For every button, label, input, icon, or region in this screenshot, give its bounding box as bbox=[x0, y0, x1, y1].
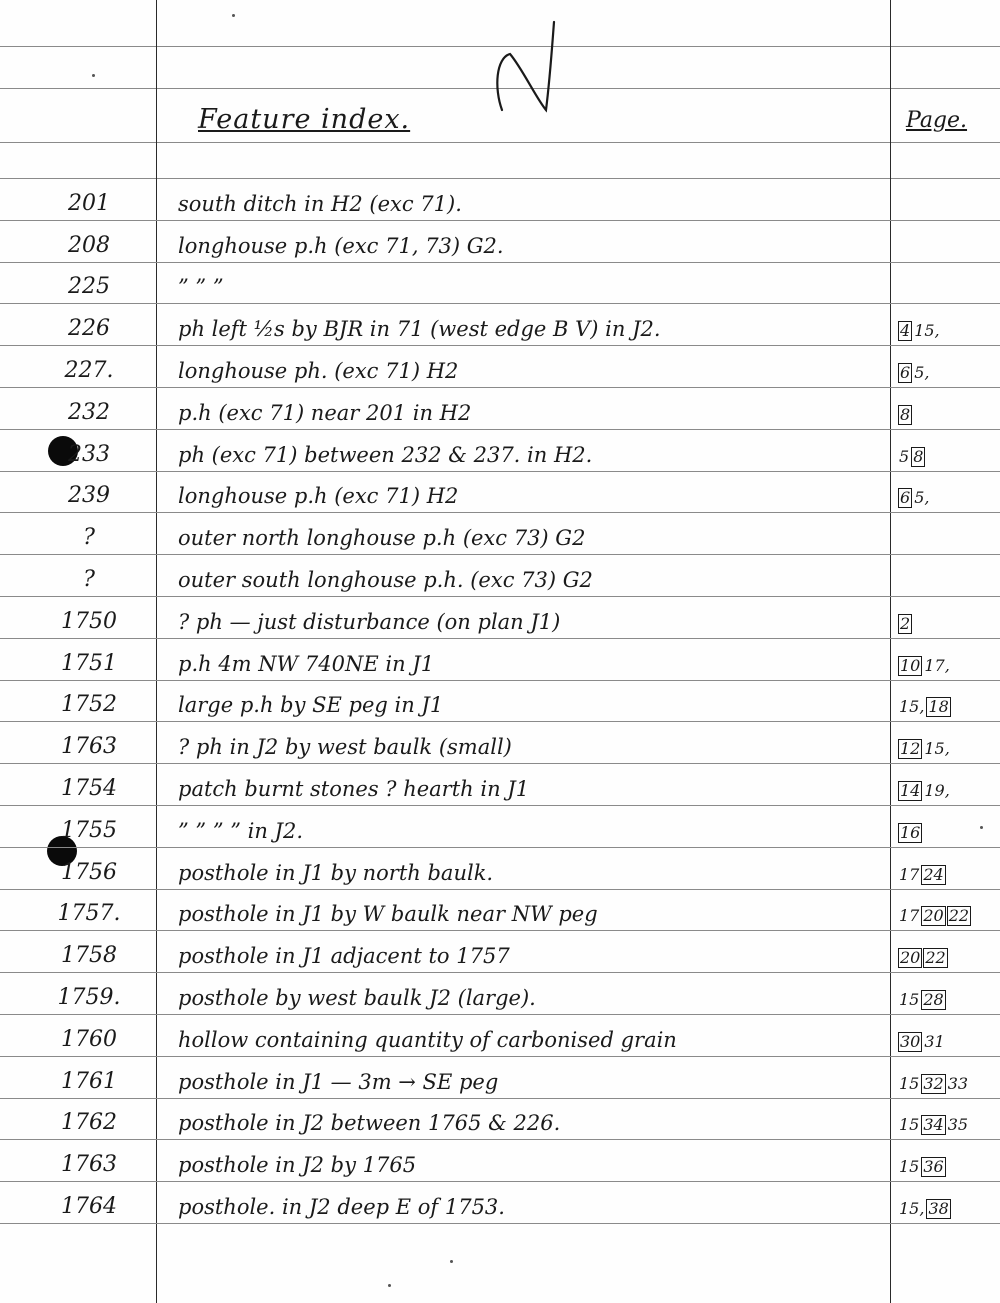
boxed-page-ref: 2 bbox=[900, 613, 911, 633]
feature-number: 1762 bbox=[61, 1110, 117, 1136]
page-ref: 15 bbox=[899, 1157, 920, 1177]
feature-number: 1763 bbox=[61, 734, 117, 760]
page-ref: 35 bbox=[947, 1115, 969, 1135]
list-item bbox=[0, 680, 1000, 723]
feature-number: ? bbox=[83, 566, 95, 592]
feature-description: outer south longhouse p.h. (exc 73) G2 bbox=[178, 567, 593, 592]
list-item bbox=[0, 1014, 1000, 1057]
feature-description: ” ” ” ” in J2. bbox=[178, 818, 304, 843]
feature-description: longhouse p.h (exc 71) H2 bbox=[178, 484, 459, 509]
page-references bbox=[898, 363, 998, 383]
page-ref: 19, bbox=[924, 780, 950, 800]
list-item bbox=[0, 512, 1000, 555]
list-item bbox=[0, 638, 1000, 681]
list-item bbox=[0, 387, 1000, 430]
feature-description: patch burnt stones ? hearth in J1 bbox=[178, 776, 530, 801]
page-references bbox=[898, 948, 998, 968]
boxed-page-ref: 22 bbox=[948, 906, 970, 926]
boxed-page-ref: 10 bbox=[900, 655, 921, 675]
boxed-page-ref: 6 bbox=[900, 362, 911, 382]
list-item bbox=[0, 596, 1000, 639]
feature-description: longhouse ph. (exc 71) H2 bbox=[178, 358, 459, 383]
list-item bbox=[0, 471, 1000, 514]
feature-description: hollow containing quantity of carbonised grain bbox=[178, 1027, 677, 1052]
page-references bbox=[898, 865, 998, 885]
list-item bbox=[0, 429, 1000, 472]
page-title: Feature index. bbox=[198, 104, 411, 135]
list-item bbox=[0, 763, 1000, 806]
boxed-page-ref: 24 bbox=[923, 864, 944, 884]
feature-number: 208 bbox=[68, 232, 110, 258]
page-ref: 15 bbox=[899, 1115, 920, 1135]
page-references bbox=[898, 697, 998, 717]
page-references bbox=[898, 1157, 998, 1177]
page-ref: 15, bbox=[914, 321, 940, 341]
feature-description: posthole in J1 by W baulk near NW peg bbox=[178, 902, 598, 927]
feature-description: posthole in J2 between 1765 & 226. bbox=[178, 1111, 561, 1136]
page-references bbox=[898, 614, 998, 634]
page-ref: 5, bbox=[914, 362, 930, 382]
feature-number: 1760 bbox=[61, 1026, 117, 1052]
feature-description: posthole. in J2 deep E of 1753. bbox=[178, 1194, 505, 1219]
boxed-page-ref: 8 bbox=[900, 404, 911, 424]
boxed-page-ref: 32 bbox=[923, 1073, 944, 1093]
list-item bbox=[0, 345, 1000, 388]
page-ref: 15 bbox=[899, 989, 920, 1009]
feature-description: p.h 4m NW 740NE in J1 bbox=[178, 651, 435, 676]
feature-number: 1754 bbox=[61, 775, 117, 801]
feature-number: 1756 bbox=[61, 859, 117, 885]
feature-description: posthole in J1 by north baulk. bbox=[178, 860, 494, 885]
page-ref: 33 bbox=[947, 1073, 969, 1093]
boxed-page-ref: 6 bbox=[900, 488, 911, 508]
feature-number: 1750 bbox=[61, 608, 117, 634]
feature-description: posthole in J2 by 1765 bbox=[178, 1153, 417, 1178]
page-references bbox=[898, 781, 998, 801]
list-item bbox=[0, 889, 1000, 932]
page-references bbox=[898, 656, 998, 676]
feature-number: 1751 bbox=[61, 650, 117, 676]
list-item bbox=[0, 262, 1000, 305]
feature-number: 226 bbox=[68, 316, 110, 342]
feature-description: ” ” ” bbox=[178, 275, 224, 300]
page-ref: 17 bbox=[899, 864, 920, 884]
feature-number: 1764 bbox=[61, 1193, 117, 1219]
feature-description: south ditch in H2 (exc 71). bbox=[178, 191, 462, 216]
list-item bbox=[0, 930, 1000, 973]
feature-number: 1759. bbox=[57, 984, 121, 1010]
feature-number: 1752 bbox=[61, 692, 117, 718]
page-references bbox=[898, 321, 998, 341]
page-ref: 17 bbox=[899, 906, 920, 926]
feature-number: 227. bbox=[64, 357, 114, 383]
list-item bbox=[0, 972, 1000, 1015]
list-item bbox=[0, 220, 1000, 263]
feature-description: longhouse p.h (exc 71, 73) G2. bbox=[178, 233, 504, 258]
page-references bbox=[898, 1032, 998, 1052]
feature-description: ph (exc 71) between 232 & 237. in H2. bbox=[178, 442, 593, 467]
ruled-line bbox=[0, 142, 1000, 143]
page-column-header: Page. bbox=[906, 108, 968, 133]
feature-number: 239 bbox=[68, 483, 110, 509]
feature-description: large p.h by SE peg in J1 bbox=[178, 693, 444, 718]
boxed-page-ref: 38 bbox=[928, 1198, 949, 1218]
north-arrow-icon bbox=[488, 18, 568, 114]
feature-number: 1755 bbox=[61, 817, 117, 843]
list-item bbox=[0, 1056, 1000, 1099]
page-references bbox=[898, 906, 998, 926]
page-references bbox=[898, 739, 998, 759]
feature-description: posthole in J1 adjacent to 1757 bbox=[178, 944, 510, 969]
boxed-page-ref: 8 bbox=[913, 446, 924, 466]
feature-number: 1763 bbox=[61, 1152, 117, 1178]
page-references bbox=[898, 447, 998, 467]
feature-description: p.h (exc 71) near 201 in H2 bbox=[178, 400, 472, 425]
list-item bbox=[0, 805, 1000, 848]
feature-number: ? bbox=[83, 525, 95, 551]
page-references bbox=[898, 488, 998, 508]
page-ref: 15, bbox=[924, 739, 950, 759]
feature-number: 232 bbox=[68, 399, 110, 425]
page-ref: 17, bbox=[924, 655, 950, 675]
boxed-page-ref: 30 bbox=[900, 1031, 921, 1051]
page-ref: 15 bbox=[899, 1073, 920, 1093]
boxed-page-ref: 34 bbox=[923, 1115, 944, 1135]
list-item bbox=[0, 554, 1000, 597]
page-ref: 15, bbox=[899, 1198, 925, 1218]
feature-description: posthole in J1 — 3m → SE peg bbox=[178, 1069, 499, 1094]
boxed-page-ref: 22 bbox=[925, 948, 946, 968]
boxed-page-ref: 14 bbox=[900, 780, 921, 800]
page-ref: 5, bbox=[914, 488, 930, 508]
feature-description: ph left ½s by BJR in 71 (west edge B V) in J2. bbox=[178, 317, 661, 342]
page-ref: 31 bbox=[924, 1031, 945, 1051]
boxed-page-ref: 16 bbox=[900, 822, 921, 842]
feature-description: posthole by west baulk J2 (large). bbox=[178, 985, 536, 1010]
boxed-page-ref: 28 bbox=[923, 989, 944, 1009]
list-item bbox=[0, 1181, 1000, 1224]
page-references bbox=[898, 1074, 998, 1094]
feature-number: 1757. bbox=[57, 901, 121, 927]
list-item bbox=[0, 1139, 1000, 1182]
boxed-page-ref: 12 bbox=[900, 739, 921, 759]
boxed-page-ref: 18 bbox=[928, 697, 949, 717]
list-item bbox=[0, 178, 1000, 221]
feature-number: 201 bbox=[68, 190, 110, 216]
page-references bbox=[898, 823, 998, 843]
list-item bbox=[0, 721, 1000, 764]
feature-description: ? ph in J2 by west baulk (small) bbox=[178, 735, 512, 760]
list-item bbox=[0, 1098, 1000, 1141]
page-references bbox=[898, 405, 998, 425]
page-ref: 5 bbox=[899, 446, 910, 466]
list-item bbox=[0, 303, 1000, 346]
feature-number: 1758 bbox=[61, 943, 117, 969]
feature-number: 1761 bbox=[61, 1068, 117, 1094]
boxed-page-ref: 4 bbox=[900, 321, 911, 341]
page-references bbox=[898, 1115, 998, 1135]
boxed-page-ref: 20 bbox=[923, 906, 944, 926]
boxed-page-ref: 20 bbox=[900, 948, 921, 968]
list-item bbox=[0, 847, 1000, 890]
feature-number: 233 bbox=[68, 441, 110, 467]
page-references bbox=[898, 1199, 998, 1219]
feature-number: 225 bbox=[68, 274, 110, 300]
feature-description: ? ph — just disturbance (on plan J1) bbox=[178, 609, 561, 634]
feature-description: outer north longhouse p.h (exc 73) G2 bbox=[178, 526, 586, 551]
page-references bbox=[898, 990, 998, 1010]
boxed-page-ref: 36 bbox=[923, 1157, 944, 1177]
page-ref: 15, bbox=[899, 697, 925, 717]
